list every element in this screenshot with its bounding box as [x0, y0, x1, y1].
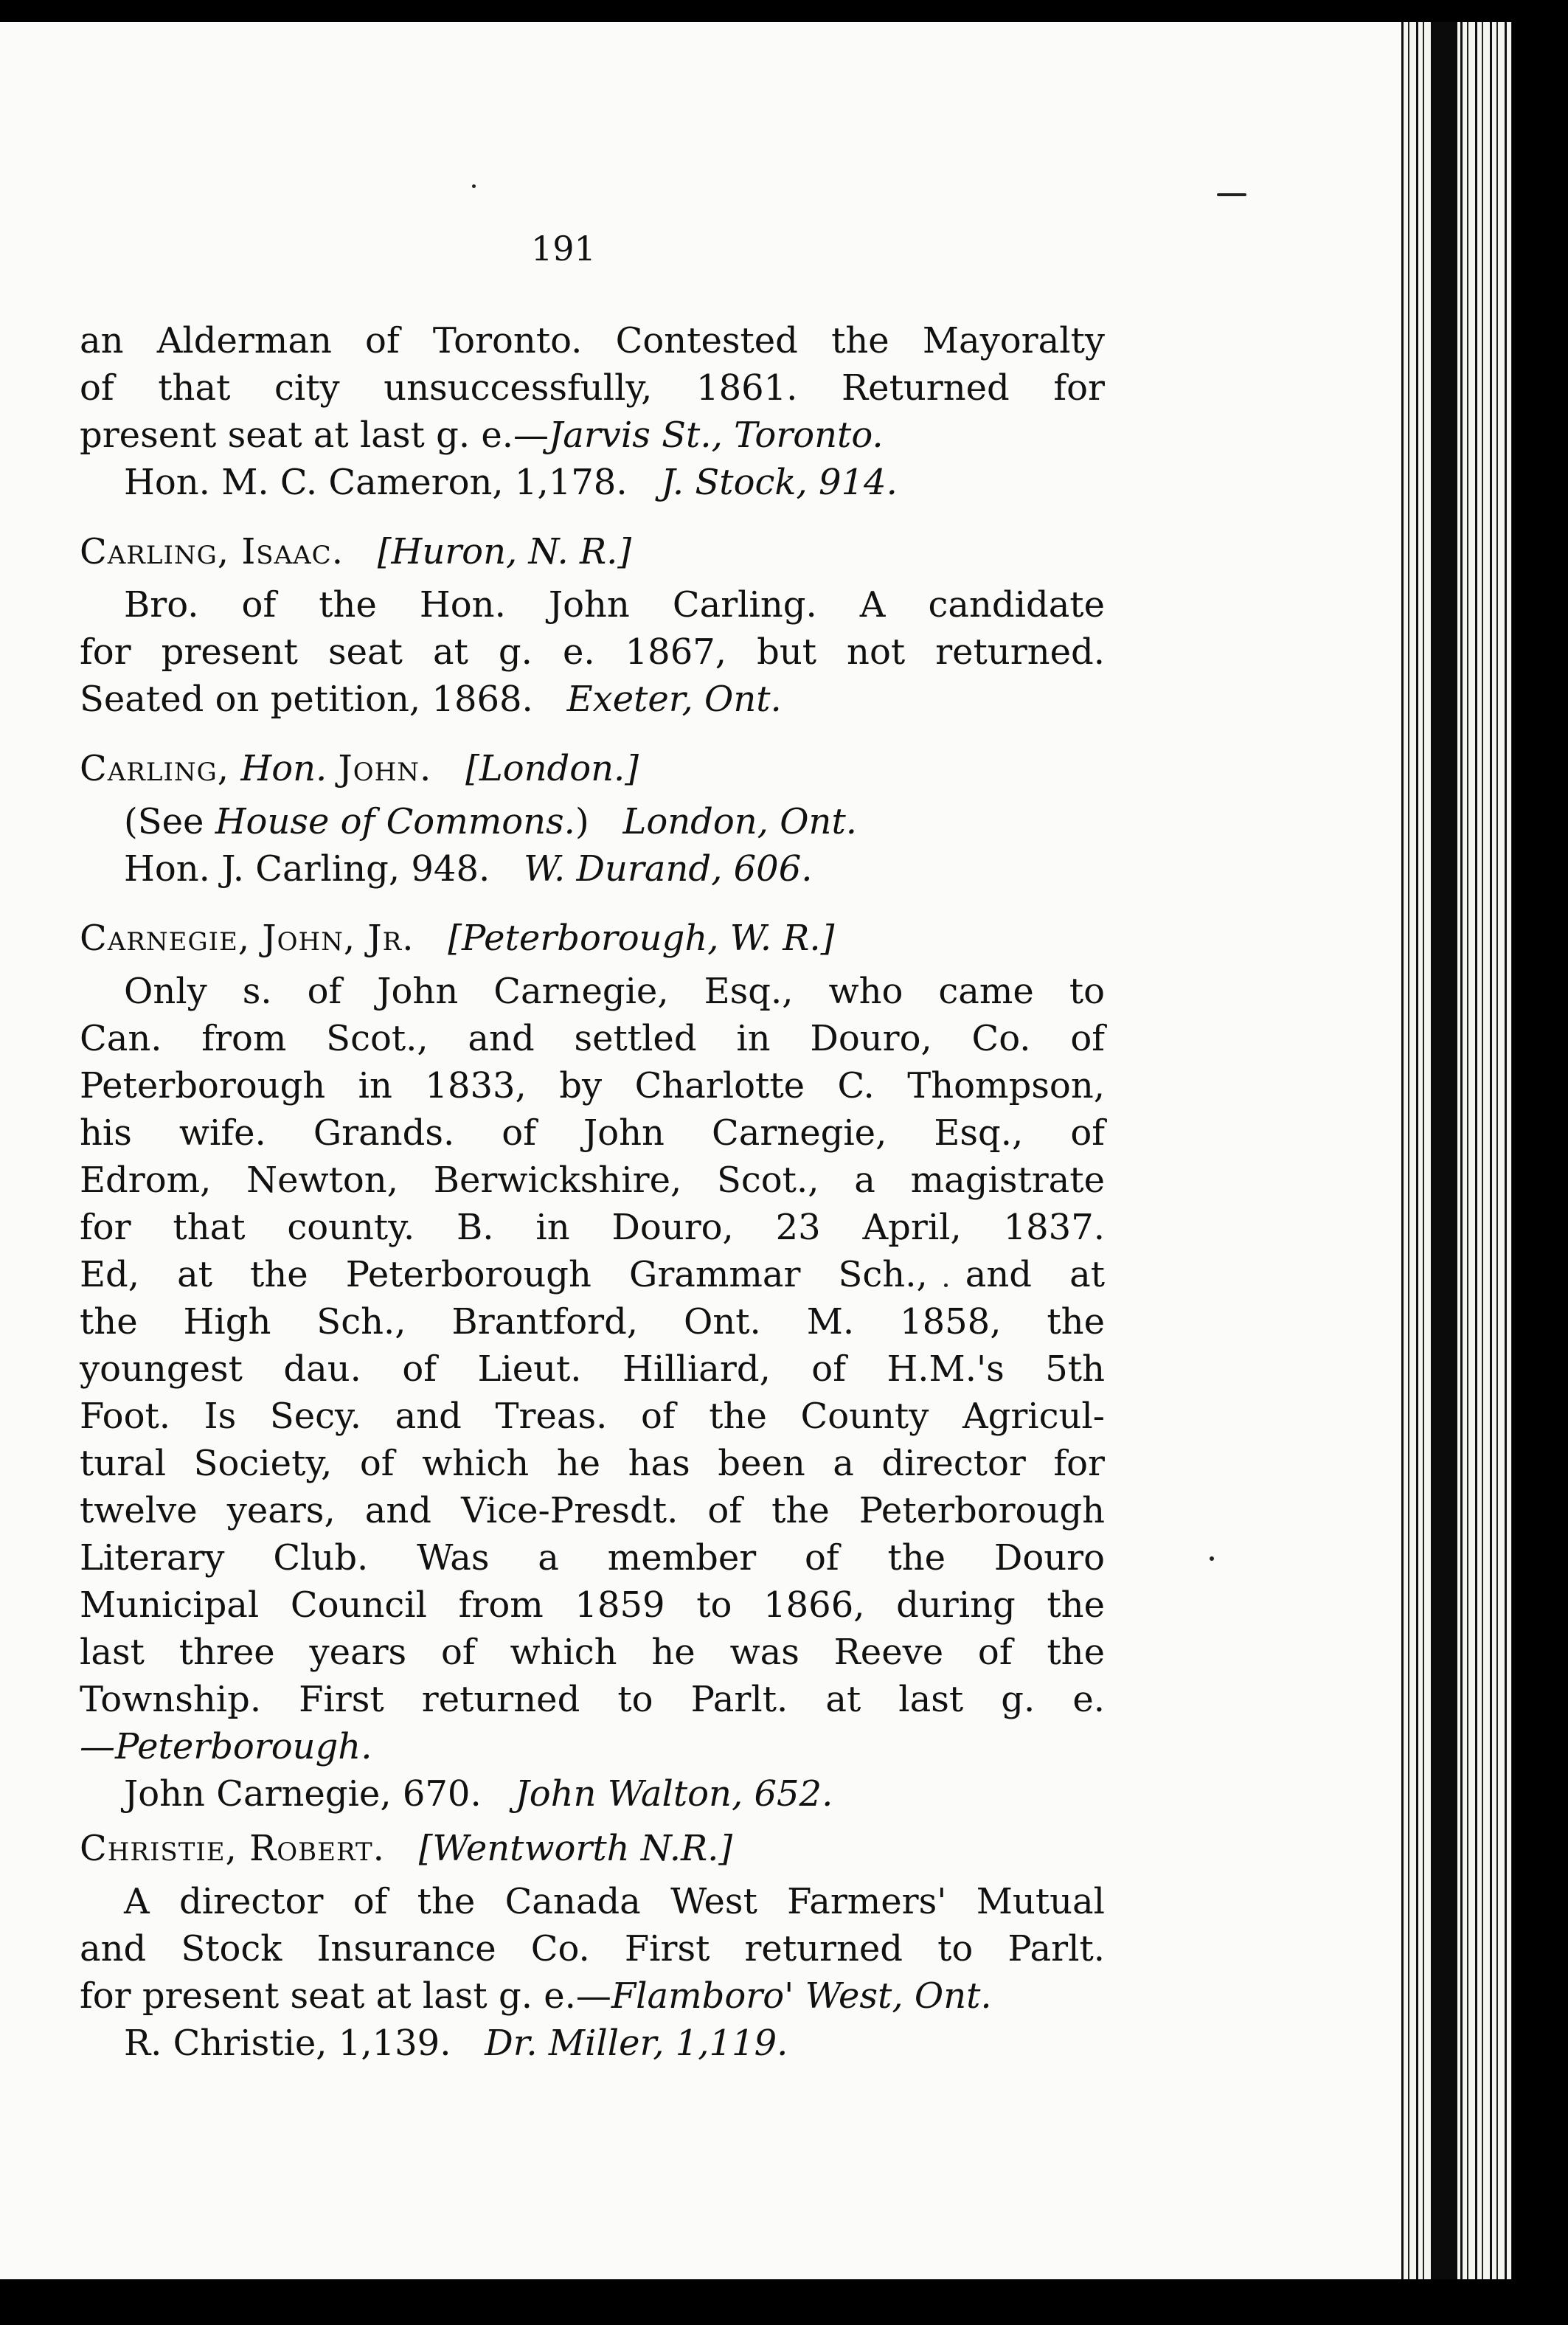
- text-line: for present seat at g. e. 1867, but not returned.: [80, 631, 1105, 673]
- entry-heading: [80, 745, 1105, 792]
- text-line: his wife. Grands. of John Carnegie, Esq., of: [80, 1112, 1105, 1154]
- address: Flamboro' West, Ont.: [611, 1975, 992, 2017]
- text-line: [80, 676, 1105, 723]
- text-line: Bro. of the Hon. John Carling. A candidate: [124, 584, 1105, 626]
- text-line: an Alderman of Toronto. Contested the Mayoralty: [80, 320, 1105, 361]
- vote-loser: J. Stock, 914.: [661, 462, 898, 503]
- entry-carling-isaac: [80, 528, 1105, 723]
- paper-speck: [1217, 193, 1246, 196]
- paper-speck: [1210, 1556, 1214, 1561]
- text-line: Can. from Scot., and settled in Douro, Co. of: [80, 1018, 1105, 1059]
- text-line: [80, 1723, 1105, 1770]
- vote-winner: Hon. J. Carling, 948.: [124, 848, 490, 890]
- page-edge-binding: [1431, 22, 1457, 2279]
- text-line: Ed, at the Peterborough Grammar Sch., and at: [80, 1254, 1105, 1295]
- text-line: Peterborough in 1833, by Charlotte C. Thompson,: [80, 1065, 1105, 1106]
- vote-loser: Dr. Miller, 1,119.: [485, 2023, 788, 2064]
- text-line: last three years of which he was Reeve of the: [80, 1632, 1105, 1673]
- text-line: Only s. of John Carnegie, Esq., who came to: [124, 971, 1105, 1012]
- member-name: Carling, Isaac.: [80, 531, 344, 572]
- text-line: [80, 1972, 1105, 2020]
- member-name: John.: [338, 748, 432, 789]
- cross-reference: House of Commons.: [215, 801, 575, 842]
- vote-result: [80, 1770, 1105, 1818]
- text-line: youngest dau. of Lieut. Hilliard, of H.M.'s 5th: [80, 1348, 1105, 1390]
- member-title: Hon.: [240, 748, 327, 789]
- text-line: A director of the Canada West Farmers' Mutual: [124, 1881, 1105, 1922]
- page-number: 191: [531, 229, 596, 268]
- entry-heading: [80, 915, 1105, 962]
- member-name: Carling,: [80, 748, 230, 789]
- vote-winner: Hon. M. C. Cameron, 1,178.: [124, 462, 628, 503]
- text-segment: present seat at last g. e.—: [80, 415, 549, 456]
- vote-loser: John Walton, 652.: [515, 1773, 833, 1815]
- text-line: and Stock Insurance Co. First returned to Parlt.: [80, 1928, 1105, 1969]
- text-line: Foot. Is Secy. and Treas. of the County Agricul-: [80, 1396, 1105, 1437]
- riding: [Peterborough, W. R.]: [448, 918, 835, 959]
- text-line: twelve years, and Vice-Presdt. of the Peterborough: [80, 1490, 1105, 1531]
- vote-result: [80, 459, 1105, 506]
- member-name: Carnegie, John, Jr.: [80, 918, 414, 959]
- text-segment: Seated on petition, 1868.: [80, 679, 533, 720]
- address: Exeter, Ont.: [566, 679, 782, 720]
- text-line: Township. First returned to Parlt. at last g. e.: [80, 1679, 1105, 1720]
- text-line: Municipal Council from 1859 to 1866, during the: [80, 1584, 1105, 1626]
- vote-winner: John Carnegie, 670.: [124, 1773, 482, 1815]
- entry-heading: [80, 528, 1105, 575]
- page-body: [80, 317, 1105, 2067]
- entry-cameron-continued: [80, 317, 1105, 506]
- riding: [London.]: [465, 748, 639, 789]
- member-name: Christie, Robert.: [80, 1828, 385, 1869]
- entry-christie-robert: [80, 1825, 1105, 2067]
- vote-result: [80, 845, 1105, 893]
- address: Jarvis St., Toronto.: [549, 415, 884, 456]
- text-segment: ): [575, 801, 589, 842]
- entry-heading: [80, 1825, 1105, 1872]
- text-line: of that city unsuccessfully, 1861. Returned for: [80, 367, 1105, 409]
- text-line: Edrom, Newton, Berwickshire, Scot., a magistrate: [80, 1160, 1105, 1201]
- riding: [Huron, N. R.]: [377, 531, 632, 572]
- text-line: [80, 412, 1105, 459]
- paper-speck: [472, 184, 476, 188]
- text-line: the High Sch., Brantford, Ont. M. 1858, the: [80, 1301, 1105, 1342]
- text-segment: (See: [124, 801, 204, 842]
- entry-carling-john: [80, 745, 1105, 893]
- entry-carnegie-john: [80, 915, 1105, 1818]
- text-line: for that county. B. in Douro, 23 April, 1837.: [80, 1207, 1105, 1248]
- text-line: tural Society, of which he has been a director for: [80, 1443, 1105, 1484]
- vote-result: [80, 2020, 1105, 2067]
- address: London, Ont.: [622, 801, 858, 842]
- text-line: Literary Club. Was a member of the Douro: [80, 1537, 1105, 1579]
- vote-winner: R. Christie, 1,139.: [124, 2023, 451, 2064]
- text-segment: for present seat at last g. e.—: [80, 1975, 611, 2017]
- riding: [Wentworth N.R.]: [418, 1828, 733, 1869]
- text-line: [80, 798, 1105, 845]
- vote-loser: W. Durand, 606.: [524, 848, 813, 890]
- address: —Peterborough.: [80, 1726, 372, 1767]
